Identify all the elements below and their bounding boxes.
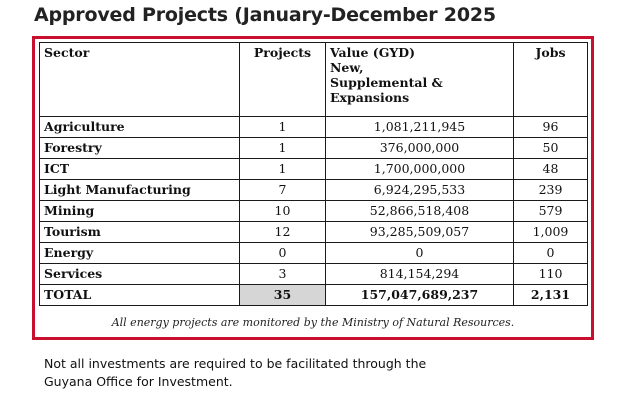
cell-jobs: 1,009 (514, 222, 588, 243)
cell-jobs: 239 (514, 180, 588, 201)
table-header-row (40, 43, 588, 117)
table-row (40, 264, 588, 285)
cell-projects: 7 (240, 180, 326, 201)
approved-projects-table (39, 42, 588, 306)
table-row (40, 201, 588, 222)
footer-text (44, 355, 604, 391)
cell-sector: Light Manufacturing (40, 180, 240, 201)
total-projects: 35 (240, 285, 326, 306)
header-value-line3: Supplemental & (330, 75, 443, 90)
header-sector: Sector (40, 43, 240, 117)
footer-line-2: Guyana Office for Investment. (44, 374, 233, 389)
cell-sector: ICT (40, 159, 240, 180)
cell-sector: Mining (40, 201, 240, 222)
cell-projects: 1 (240, 159, 326, 180)
cell-jobs: 48 (514, 159, 588, 180)
cell-value: 0 (326, 243, 514, 264)
cell-jobs: 579 (514, 201, 588, 222)
cell-value: 52,866,518,408 (326, 201, 514, 222)
table-frame (32, 36, 594, 340)
header-jobs: Jobs (514, 43, 588, 117)
table-row (40, 180, 588, 201)
table-row (40, 222, 588, 243)
cell-value: 1,700,000,000 (326, 159, 514, 180)
cell-projects: 0 (240, 243, 326, 264)
cell-projects: 10 (240, 201, 326, 222)
cell-projects: 1 (240, 117, 326, 138)
cell-jobs: 50 (514, 138, 588, 159)
header-value (326, 43, 514, 117)
page-title: Approved Projects (January-December 2025 (34, 4, 496, 26)
cell-value: 376,000,000 (326, 138, 514, 159)
energy-note: All energy projects are monitored by the Ministry of Natural Resources. (111, 316, 515, 329)
cell-jobs: 0 (514, 243, 588, 264)
cell-sector: Services (40, 264, 240, 285)
total-label: TOTAL (40, 285, 240, 306)
header-value-line1: Value (GYD) (330, 45, 416, 60)
footer-line-1: Not all investments are required to be facilitated through the (44, 356, 427, 371)
cell-sector: Agriculture (40, 117, 240, 138)
total-value: 157,047,689,237 (326, 285, 514, 306)
cell-value: 6,924,295,533 (326, 180, 514, 201)
cell-value: 814,154,294 (326, 264, 514, 285)
header-value-line2: New, (330, 60, 364, 75)
cell-jobs: 96 (514, 117, 588, 138)
table-total-row (40, 285, 588, 306)
total-jobs: 2,131 (514, 285, 588, 306)
table-row (40, 159, 588, 180)
cell-projects: 12 (240, 222, 326, 243)
cell-jobs: 110 (514, 264, 588, 285)
header-value-line4: Expansions (330, 90, 410, 105)
table-row (40, 243, 588, 264)
table-row (40, 117, 588, 138)
cell-projects: 3 (240, 264, 326, 285)
cell-value: 1,081,211,945 (326, 117, 514, 138)
table-row (40, 138, 588, 159)
header-projects: Projects (240, 43, 326, 117)
cell-value: 93,285,509,057 (326, 222, 514, 243)
cell-sector: Forestry (40, 138, 240, 159)
cell-sector: Tourism (40, 222, 240, 243)
cell-projects: 1 (240, 138, 326, 159)
cell-sector: Energy (40, 243, 240, 264)
